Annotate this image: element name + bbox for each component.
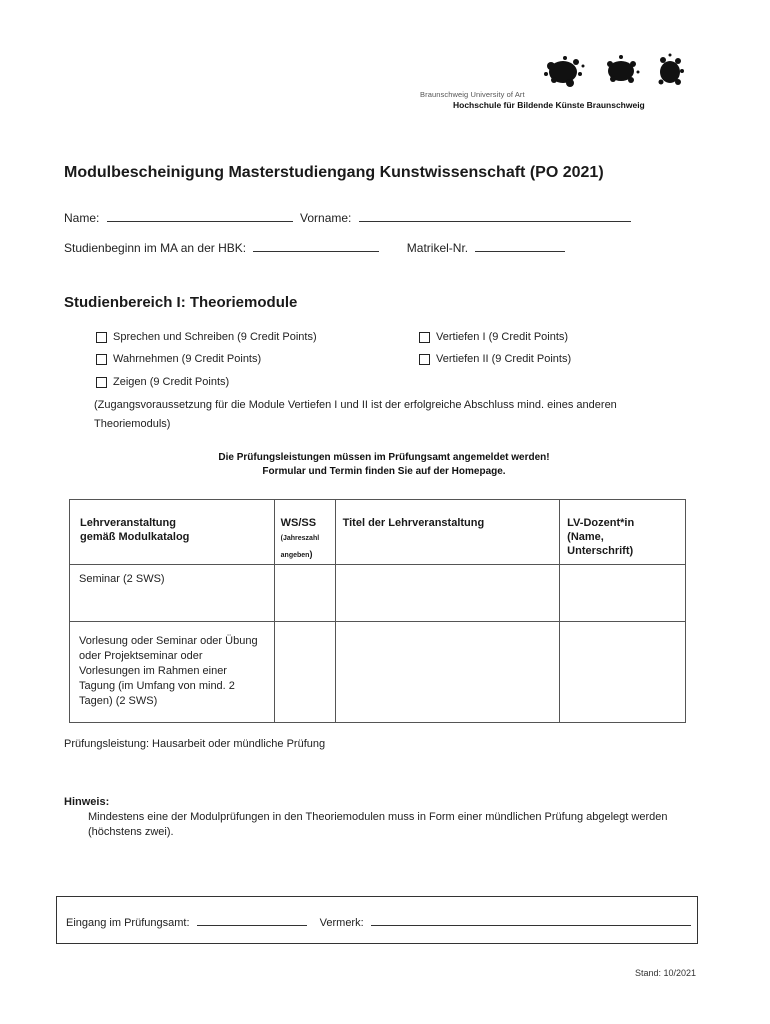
eingang-field[interactable] [197, 915, 307, 926]
header-dozent-line1: LV-Dozent*in [567, 517, 635, 529]
row1-wsss-cell[interactable] [274, 565, 335, 622]
header-lehrveranstaltung [70, 500, 275, 565]
module-sprechen[interactable] [96, 331, 317, 343]
module-sprechen-label: Sprechen und Schreiben (9 Credit Points) [113, 331, 317, 343]
studienbeginn-row [64, 241, 565, 255]
section-title: Studienbereich I: Theoriemodule [64, 294, 298, 311]
header-dozent [560, 500, 686, 565]
row1-titel-cell[interactable] [335, 565, 560, 622]
eingang-label: Eingang im Prüfungsamt: [66, 917, 190, 929]
header-wsss-sub2: angeben [280, 552, 310, 559]
studienbeginn-field[interactable] [253, 241, 379, 252]
notice-line2: Formular und Termin finden Sie auf der Homepage. [262, 466, 506, 477]
header-wsss [274, 500, 335, 565]
table-row [70, 565, 686, 622]
module-vertiefen2-label: Vertiefen II (9 Credit Points) [436, 353, 572, 365]
module-zeigen[interactable] [96, 376, 229, 388]
pruefungsamt-row [66, 915, 691, 929]
studienbeginn-label: Studienbeginn im MA an der HBK: [64, 241, 247, 255]
prerequisite-note: (Zugangsvoraussetzung für die Module Vertiefen I und II ist der erfolgreiche Abschluss mind. eines anderen Theoriemoduls) [94, 399, 617, 430]
row2-lehrveranstaltung [70, 622, 275, 723]
name-row [64, 211, 631, 225]
checkbox-vertiefen1[interactable] [419, 332, 430, 343]
checkbox-wahrnehmen[interactable] [96, 354, 107, 365]
module-wahrnehmen-label: Wahrnehmen (9 Credit Points) [113, 353, 262, 365]
row1-lehrveranstaltung [70, 565, 275, 622]
row1-dozent-cell[interactable] [560, 565, 686, 622]
matrikel-label: Matrikel-Nr. [406, 241, 469, 255]
pruefungsleistung-text: Prüfungsleistung: Hausarbeit oder mündliche Prüfung [64, 738, 326, 750]
hinweis-heading: Hinweis: [64, 796, 110, 808]
document-title: Modulbescheinigung Masterstudiengang Kunstwissenschaft (PO 2021) [64, 164, 604, 181]
header-dozent-line3: Unterschrift) [567, 545, 634, 557]
header-titel-text: Titel der Lehrveranstaltung [342, 517, 485, 529]
checkbox-zeigen[interactable] [96, 377, 107, 388]
table-header-row [70, 500, 686, 565]
module-vertiefen2[interactable] [419, 353, 571, 365]
header-dozent-line2: (Name, [567, 531, 604, 543]
row2-wsss-cell[interactable] [274, 622, 335, 723]
header-wsss-sub1: (Jahreszahl [280, 535, 320, 542]
vermerk-label: Vermerk: [319, 917, 364, 929]
module-wahrnehmen[interactable] [96, 353, 261, 365]
stand-date: Stand: 10/2021 [634, 968, 696, 978]
logo-splatter-graphic [420, 52, 710, 92]
row2-dozent-cell[interactable] [560, 622, 686, 723]
notice-line1: Die Prüfungsleistungen müssen im Prüfungsamt angemeldet werden! [218, 452, 550, 463]
vorname-label: Vorname: [300, 211, 352, 225]
header-wsss-main: WS/SS [280, 517, 317, 529]
pruefungsamt-box [56, 896, 698, 944]
name-field[interactable] [107, 211, 293, 222]
header-lehrveranstaltung-line2: gemäß Modulkatalog [80, 531, 190, 543]
row2-titel-cell[interactable] [335, 622, 560, 723]
module-vertiefen1-label: Vertiefen I (9 Credit Points) [436, 331, 569, 343]
module-zeigen-label: Zeigen (9 Credit Points) [113, 376, 230, 388]
vorname-field[interactable] [359, 211, 631, 222]
hbk-logo [420, 52, 710, 114]
row2-text: Vorlesung oder Seminar oder Übung oder Projektseminar oder Vorlesungen im Rahmen einer Tagung (im Umfang von mind. 2 Tagen) (2 SWS) [79, 635, 258, 707]
name-label: Name: [64, 211, 100, 225]
matrikel-field[interactable] [475, 241, 565, 252]
row1-text: Seminar (2 SWS) [79, 573, 165, 585]
header-lehrveranstaltung-line1: Lehrveranstaltung [80, 517, 176, 529]
hinweis-text: Mindestens eine der Modulprüfungen in den Theoriemodulen muss in Form einer mündlichen Prüfung abgelegt werden (höchstens zwei). [88, 811, 668, 838]
table-row [70, 622, 686, 723]
module-table [69, 499, 686, 723]
module-vertiefen1[interactable] [419, 331, 568, 343]
header-titel [335, 500, 560, 565]
logo-text-german: Hochschule für Bildende Künste Braunschweig [453, 100, 645, 110]
checkbox-vertiefen2[interactable] [419, 354, 430, 365]
checkbox-sprechen[interactable] [96, 332, 107, 343]
vermerk-field[interactable] [371, 915, 691, 926]
header-wsss-paren: ) [309, 549, 313, 559]
logo-text-english: Braunschweig University of Art [420, 90, 525, 99]
